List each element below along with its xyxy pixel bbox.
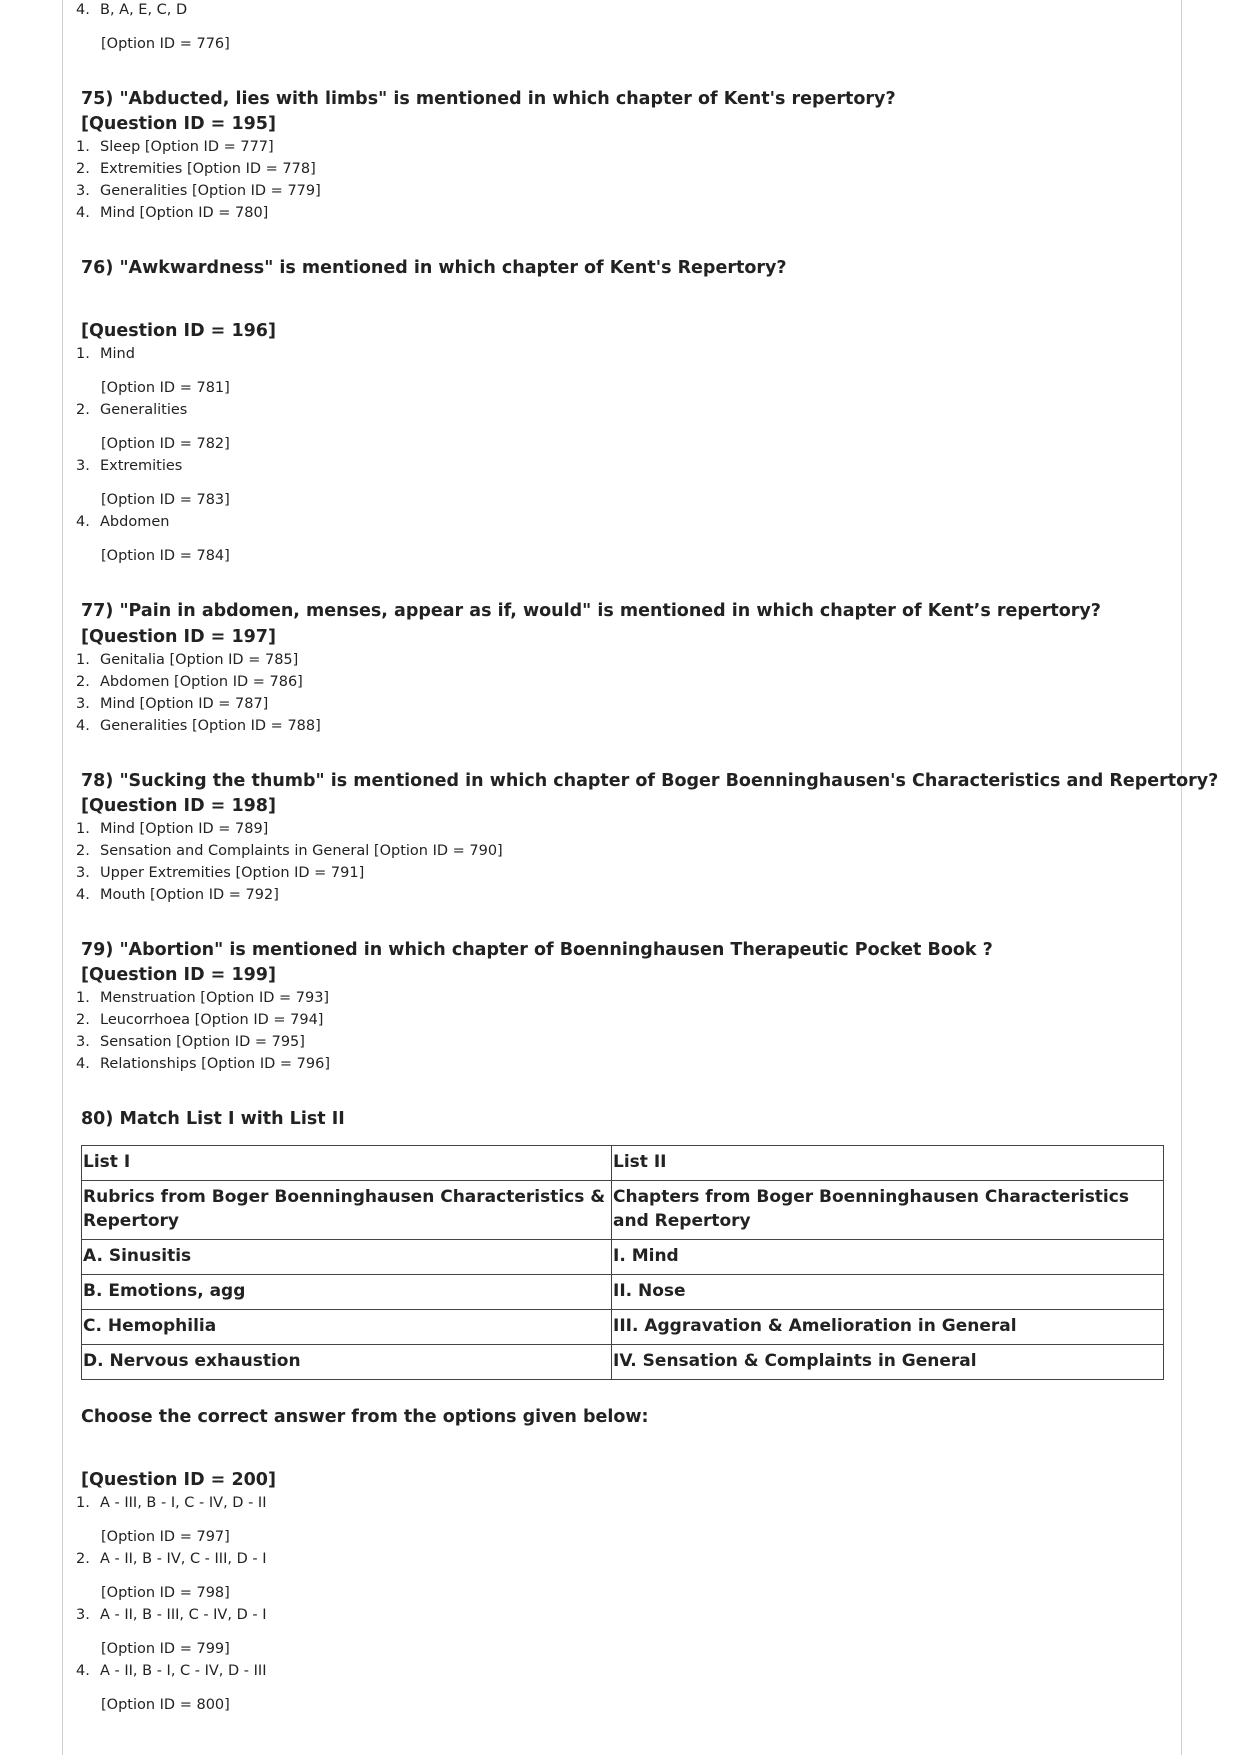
option-text: Mind [Option ID = 789]: [100, 821, 269, 837]
option-number: 2.: [76, 1551, 90, 1567]
option-text: Sensation and Complaints in General [Option ID = 790]: [100, 843, 503, 859]
question-title: 77) "Pain in abdomen, menses, appear as if, would" is mentioned in which chapter of Kent’s repertory?: [81, 601, 1101, 621]
table-cell: D. Nervous exhaustion: [82, 1345, 612, 1380]
option-id: [Option ID = 798]: [101, 1585, 230, 1601]
option-text: A - III, B - I, C - IV, D - II: [100, 1495, 267, 1511]
option-number: 1.: [76, 1495, 90, 1511]
option-number: 1.: [76, 139, 90, 155]
option-number: 1.: [76, 821, 90, 837]
option-number: 4.: [76, 2, 90, 18]
option-text: Abdomen [Option ID = 786]: [100, 674, 303, 690]
option-number: 3.: [76, 458, 90, 474]
option-text: A - II, B - IV, C - III, D - I: [100, 1551, 267, 1567]
option-text: Extremities: [100, 458, 183, 474]
option-text: Mind: [100, 346, 135, 362]
option-number: 1.: [76, 990, 90, 1006]
question-title: 78) "Sucking the thumb" is mentioned in which chapter of Boger Boenninghausen's Characteristics and Repertory?: [81, 771, 1219, 791]
table-cell: III. Aggravation & Amelioration in General: [612, 1310, 1164, 1345]
option-text: B, A, E, C, D: [100, 2, 188, 18]
option-text: A - II, B - I, C - IV, D - III: [100, 1663, 267, 1679]
option-text: Upper Extremities [Option ID = 791]: [100, 865, 365, 881]
option-number: 4.: [76, 205, 90, 221]
table-row: [82, 1181, 1164, 1240]
option-text: Leucorrhoea [Option ID = 794]: [100, 1012, 324, 1028]
option-number: 4.: [76, 514, 90, 530]
match-table: [81, 1145, 1164, 1380]
option-text: Mind [Option ID = 787]: [100, 696, 269, 712]
option-id: [Option ID = 776]: [101, 36, 230, 52]
option-number: 1.: [76, 346, 90, 362]
question-instruction: Choose the correct answer from the options given below:: [81, 1407, 649, 1427]
option-text: Generalities: [100, 402, 188, 418]
question-id: [Question ID = 195]: [81, 114, 276, 134]
option-number: 4.: [76, 887, 90, 903]
option-id: [Option ID = 781]: [101, 380, 230, 396]
option-number: 2.: [76, 161, 90, 177]
option-text: Genitalia [Option ID = 785]: [100, 652, 299, 668]
option-number: 2.: [76, 1012, 90, 1028]
option-text: Menstruation [Option ID = 793]: [100, 990, 330, 1006]
table-row: [82, 1146, 1164, 1181]
table-header-cell: List I: [82, 1146, 612, 1181]
question-id: [Question ID = 196]: [81, 321, 276, 341]
option-number: 3.: [76, 865, 90, 881]
question-id: [Question ID = 200]: [81, 1470, 276, 1490]
option-number: 2.: [76, 674, 90, 690]
table-cell: IV. Sensation & Complaints in General: [612, 1345, 1164, 1380]
question-title: 76) "Awkwardness" is mentioned in which chapter of Kent's Repertory?: [81, 258, 787, 278]
table-cell: C. Hemophilia: [82, 1310, 612, 1345]
question-title: 80) Match List I with List II: [81, 1109, 345, 1129]
option-id: [Option ID = 784]: [101, 548, 230, 564]
option-id: [Option ID = 783]: [101, 492, 230, 508]
page-border-right: [1181, 0, 1182, 1755]
option-text: Relationships [Option ID = 796]: [100, 1056, 330, 1072]
option-id: [Option ID = 782]: [101, 436, 230, 452]
table-row: [82, 1275, 1164, 1310]
option-id: [Option ID = 799]: [101, 1641, 230, 1657]
option-text: A - II, B - III, C - IV, D - I: [100, 1607, 267, 1623]
option-text: Extremities [Option ID = 778]: [100, 161, 316, 177]
option-text: Mouth [Option ID = 792]: [100, 887, 279, 903]
option-number: 4.: [76, 718, 90, 734]
page-border-left: [62, 0, 63, 1755]
table-cell: A. Sinusitis: [82, 1240, 612, 1275]
table-header-cell: List II: [612, 1146, 1164, 1181]
option-number: 3.: [76, 1607, 90, 1623]
option-number: 4.: [76, 1056, 90, 1072]
option-number: 2.: [76, 402, 90, 418]
option-number: 1.: [76, 652, 90, 668]
option-text: Generalities [Option ID = 788]: [100, 718, 321, 734]
table-cell: Chapters from Boger Boenninghausen Characteristics and Repertory: [612, 1181, 1164, 1240]
option-number: 3.: [76, 1034, 90, 1050]
option-number: 2.: [76, 843, 90, 859]
table-cell: I. Mind: [612, 1240, 1164, 1275]
question-title: 75) "Abducted, lies with limbs" is mentioned in which chapter of Kent's repertory?: [81, 89, 896, 109]
question-id: [Question ID = 198]: [81, 796, 276, 816]
question-id: [Question ID = 197]: [81, 627, 276, 647]
option-number: 3.: [76, 696, 90, 712]
option-text: Sensation [Option ID = 795]: [100, 1034, 305, 1050]
option-text: Abdomen: [100, 514, 170, 530]
option-id: [Option ID = 800]: [101, 1697, 230, 1713]
table-row: [82, 1240, 1164, 1275]
table-row: [82, 1345, 1164, 1380]
option-text: Sleep [Option ID = 777]: [100, 139, 274, 155]
table-cell: Rubrics from Boger Boenninghausen Characteristics & Repertory: [82, 1181, 612, 1240]
table-cell: B. Emotions, agg: [82, 1275, 612, 1310]
question-id: [Question ID = 199]: [81, 965, 276, 985]
option-text: Generalities [Option ID = 779]: [100, 183, 321, 199]
option-number: 3.: [76, 183, 90, 199]
table-cell: II. Nose: [612, 1275, 1164, 1310]
table-row: [82, 1310, 1164, 1345]
option-id: [Option ID = 797]: [101, 1529, 230, 1545]
option-number: 4.: [76, 1663, 90, 1679]
option-text: Mind [Option ID = 780]: [100, 205, 269, 221]
question-title: 79) "Abortion" is mentioned in which chapter of Boenninghausen Therapeutic Pocket Book ?: [81, 940, 993, 960]
